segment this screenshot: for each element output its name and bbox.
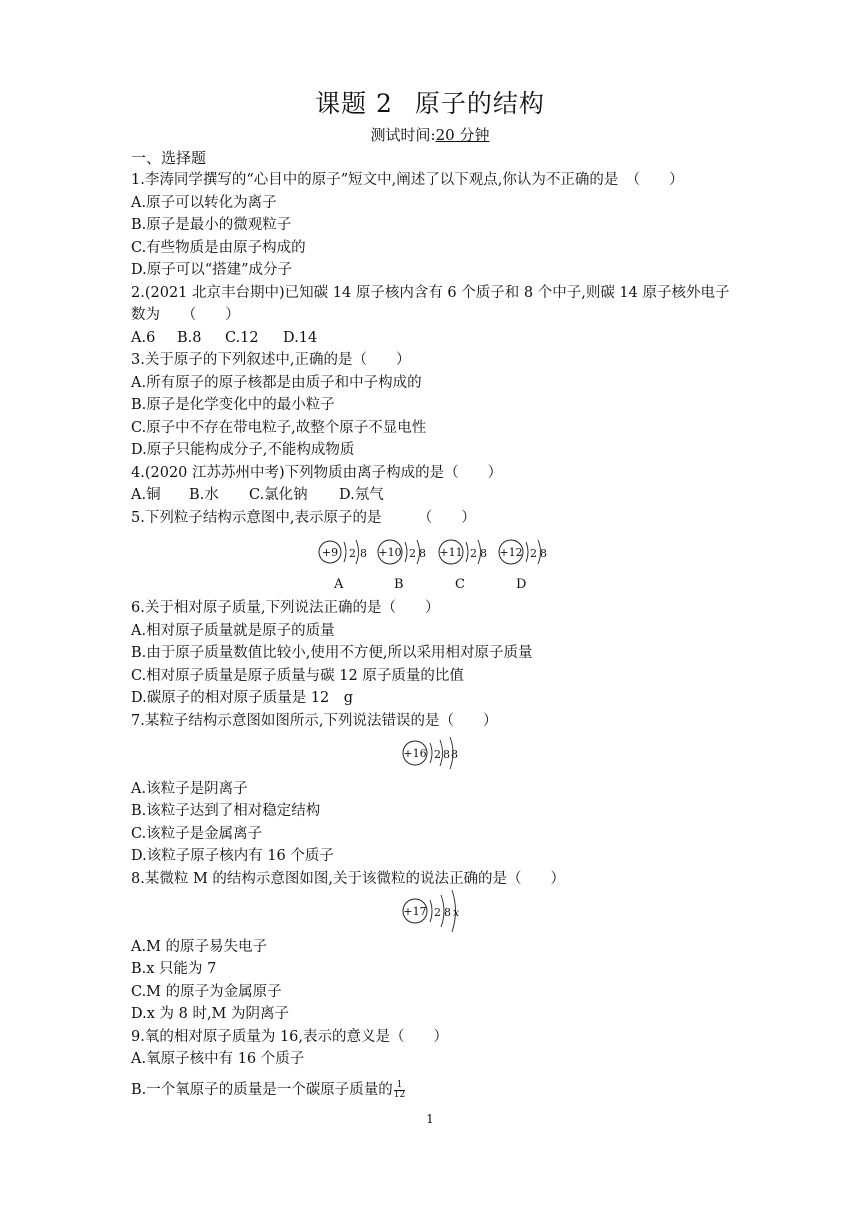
q5-c-nucleus: +11 <box>439 546 463 559</box>
q3-stem: 3.关于原子的下列叙述中,正确的是（ ） <box>131 352 411 368</box>
q5-diagram-c <box>436 534 492 572</box>
q1-option-b: B.原子是最小的微观粒子 <box>131 217 292 233</box>
q8-shell2: 8 <box>444 906 451 919</box>
q8-option-a: A.M 的原子易失电子 <box>131 939 268 955</box>
q5-b-nucleus: +10 <box>378 546 402 559</box>
q5-diagram-b <box>375 534 431 572</box>
q5-b-shell1: 2 <box>409 547 416 560</box>
q7-nucleus: +16 <box>403 747 427 760</box>
q2-option-a: A.6 <box>131 330 156 346</box>
q4-option-d: D.氖气 <box>339 487 384 503</box>
q8-option-c: C.M 的原子为金属原子 <box>131 984 282 1000</box>
test-time-value: 20 分钟 <box>435 126 490 144</box>
q5-diagram-d <box>496 534 552 572</box>
q1-option-c: C.有些物质是由原子构成的 <box>131 240 306 256</box>
q5-d-shell1: 2 <box>530 547 537 560</box>
q9-fraction <box>394 1081 405 1100</box>
section-heading: 一、选择题 <box>131 149 207 167</box>
q7-shell3: 8 <box>451 748 458 761</box>
q5-label-c: C <box>455 577 465 592</box>
q2-stem-line2: 数为 （ ） <box>131 307 240 323</box>
q2-options <box>131 328 317 348</box>
q7-option-a: A.该粒子是阴离子 <box>131 781 248 797</box>
q4-option-a: A.铜 <box>131 487 161 503</box>
q5-diagram-a <box>315 534 371 572</box>
test-time <box>0 124 860 145</box>
q8-option-d: D.x 为 8 时,M 为阴离子 <box>131 1006 290 1022</box>
q6-option-c: C.相对原子质量是原子质量与碳 12 原子质量的比值 <box>131 668 464 684</box>
title-topic: 原子的结构 <box>414 89 545 118</box>
q4-options <box>131 485 384 505</box>
q3-option-a: A.所有原子的原子核都是由质子和中子构成的 <box>131 375 422 391</box>
page-title <box>0 84 860 120</box>
q7-stem: 7.某粒子结构示意图如图所示,下列说法错误的是（ ） <box>131 713 498 729</box>
q7-option-b: B.该粒子达到了相对稳定结构 <box>131 803 321 819</box>
q8-nucleus: +17 <box>403 905 427 918</box>
q2-option-d: D.14 <box>283 330 318 346</box>
q7-option-d: D.该粒子原子核内有 16 个质子 <box>131 848 334 864</box>
q5-stem: 5.下列粒子结构示意图中,表示原子的是 （ ） <box>131 510 476 526</box>
q8-diagram <box>400 888 466 936</box>
q9-fraction-denominator: 12 <box>393 1089 406 1100</box>
q6-option-a: A.相对原子质量就是原子的质量 <box>131 623 335 639</box>
q4-stem: 4.(2020 江苏苏州中考)下列物质由离子构成的是（ ） <box>131 465 503 481</box>
q5-label-b: B <box>394 577 404 592</box>
q2-stem-line1: 2.(2021 北京丰台期中)已知碳 14 原子核内含有 6 个质子和 8 个中子,则碳 14 原子核外电子 <box>131 285 730 301</box>
q6-stem: 6.关于相对原子质量,下列说法正确的是（ ） <box>131 600 440 616</box>
title-lesson: 课题 2 <box>315 89 393 118</box>
q6-option-b: B.由于原子质量数值比较小,使用不方便,所以采用相对原子质量 <box>131 645 533 661</box>
test-time-label: 测试时间: <box>370 126 436 144</box>
page-number: 1 <box>426 1112 434 1126</box>
q5-d-shell2: 8 <box>540 547 547 560</box>
q5-c-shell1: 2 <box>470 547 477 560</box>
q8-shell1: 2 <box>434 906 441 919</box>
q1-option-d: D.原子可以“搭建”成分子 <box>131 262 293 278</box>
q5-c-shell2: 8 <box>480 547 487 560</box>
q5-a-shell2: 8 <box>360 547 367 560</box>
q5-d-nucleus: +12 <box>499 546 523 559</box>
q8-option-b: B.x 只能为 7 <box>131 961 217 977</box>
q7-shell2: 8 <box>443 748 450 761</box>
q7-shell1: 2 <box>434 748 441 761</box>
q5-a-shell1: 2 <box>349 547 356 560</box>
q9-fraction-numerator: 1 <box>394 1081 405 1091</box>
q5-label-a: A <box>334 577 344 592</box>
q8-stem: 8.某微粒 M 的结构示意图如图,关于该微粒的说法正确的是（ ） <box>131 871 566 887</box>
q3-option-b: B.原子是化学变化中的最小粒子 <box>131 397 335 413</box>
q8-shell3: x <box>453 906 460 919</box>
q3-option-c: C.原子中不存在带电粒子,故整个原子不显电性 <box>131 420 427 436</box>
q5-label-d: D <box>516 577 527 592</box>
q9-stem: 9.氧的相对原子质量为 16,表示的意义是（ ） <box>131 1029 449 1045</box>
q1-stem: 1.李涛同学撰写的“心目中的原子”短文中,阐述了以下观点,你认为不正确的是 （ ） <box>131 172 684 188</box>
q3-option-d: D.原子只能构成分子,不能构成物质 <box>131 442 355 458</box>
q6-option-d: D.碳原子的相对原子质量是 12 g <box>131 690 354 706</box>
q4-option-b: B.水 <box>189 487 219 503</box>
q7-option-c: C.该粒子是金属离子 <box>131 826 263 842</box>
q2-option-b: B.8 <box>177 330 202 346</box>
q7-diagram <box>400 734 466 774</box>
q5-a-nucleus: +9 <box>321 546 339 559</box>
q4-option-c: C.氯化钠 <box>249 487 308 503</box>
q9-option-b <box>131 1080 405 1100</box>
q9-option-b-text: B.一个氧原子的质量是一个碳原子质量的 <box>131 1082 393 1098</box>
q1-option-a: A.原子可以转化为离子 <box>131 195 277 211</box>
q2-option-c: C.12 <box>225 330 259 346</box>
q9-option-a: A.氧原子核中有 16 个质子 <box>131 1051 305 1067</box>
q5-b-shell2: 8 <box>419 547 426 560</box>
